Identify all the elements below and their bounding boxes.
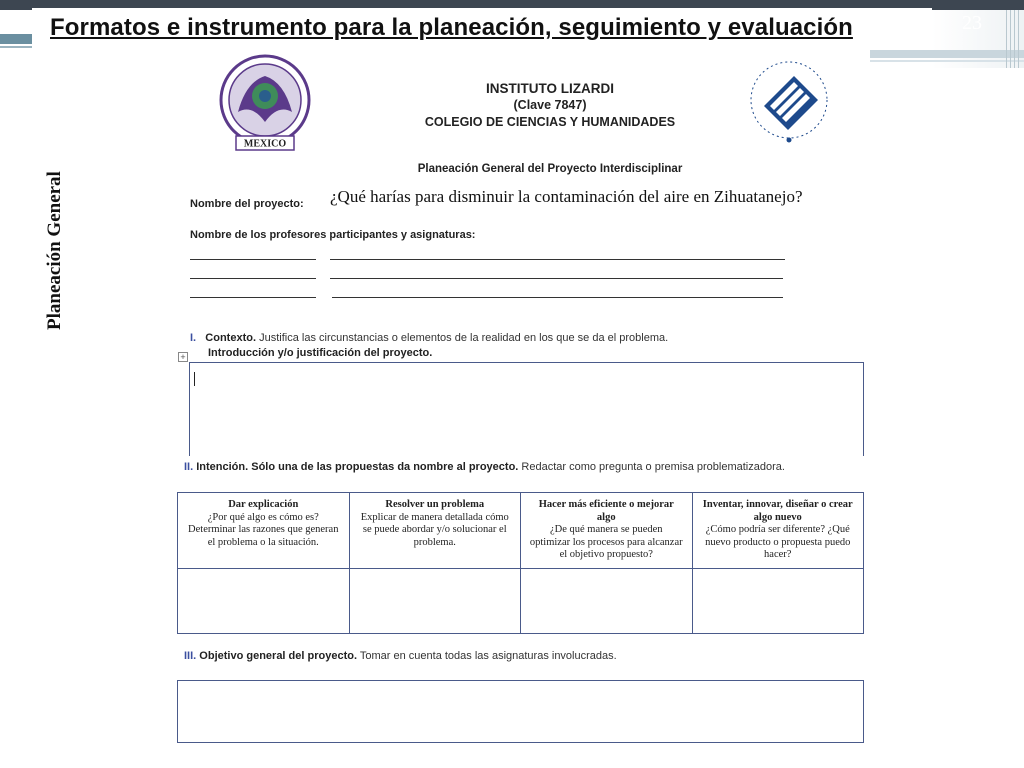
institute-name: INSTITUTO LIZARDI [486, 81, 614, 96]
institute-college: COLEGIO DE CIENCIAS Y HUMANIDADES [424, 115, 676, 129]
subject-line[interactable] [330, 259, 785, 260]
intent-body: ¿Cómo podría ser diferente? ¿Qué nuevo producto o propuesta puedo hacer? [705, 524, 851, 560]
section-text: Redactar como pregunta o premisa problematizadora. [518, 461, 785, 473]
section-text: Tomar en cuenta todas las asignaturas involucradas. [357, 650, 617, 662]
intent-body: ¿Por qué algo es cómo es? Determinar las razones que generan el problema o la situación. [188, 511, 339, 548]
institute-header [400, 80, 700, 131]
objective-textbox[interactable] [177, 680, 864, 743]
intention-table [177, 492, 864, 634]
teacher-line[interactable] [190, 259, 316, 260]
teachers-label: Nombre de los profesores participantes y asignaturas: [190, 229, 476, 241]
decorative-stripe-right-thin [868, 60, 1024, 62]
section-number: II. [184, 461, 194, 473]
section-intention [184, 461, 785, 473]
teacher-line[interactable] [190, 278, 316, 279]
page-number: 23 [962, 12, 982, 34]
section-number: I. [190, 332, 197, 344]
instituto-lizardi-logo [216, 52, 314, 156]
section-subtitle: Introducción y/o justificación del proyecto. [208, 347, 433, 359]
project-name-value[interactable]: ¿Qué harías para disminuir la contaminación del aire en Zihuatanejo? [330, 187, 803, 206]
intent-heading: Resolver un problema [385, 499, 485, 510]
intent-option[interactable] [521, 493, 693, 569]
section-number: III. [184, 650, 197, 662]
intent-option[interactable] [349, 493, 521, 569]
intent-answer-cell[interactable] [521, 569, 693, 634]
intent-heading: Hacer más eficiente o mejorar algo [538, 499, 674, 523]
intent-body: ¿De qué manera se pueden optimizar los procesos para alcanzar el objetivo propuesto? [529, 524, 683, 560]
institute-clave: (Clave 7847) [513, 98, 587, 112]
intent-answer-cell[interactable] [178, 569, 350, 634]
subject-line[interactable] [330, 278, 783, 279]
slide-title: Formatos e instrumento para la planeación, seguimiento y evaluación [50, 14, 853, 41]
context-textbox[interactable] [189, 362, 864, 456]
cch-logo [738, 54, 840, 150]
intent-heading: Dar explicación [228, 499, 299, 510]
decorative-stripe-left-thin [0, 46, 32, 48]
section-context [190, 332, 668, 344]
intent-answer-cell[interactable] [692, 569, 864, 634]
project-name-label: Nombre del proyecto: [190, 198, 304, 210]
decorative-vertical-lines [1004, 10, 1024, 68]
section-text: Justifica las circunstancias o elementos de la realidad en los que se da el problema. [256, 332, 669, 344]
plan-title: Planeación General del Proyecto Interdisciplinar [417, 163, 683, 175]
intent-heading: Inventar, innovar, diseñar o crear algo nuevo [702, 499, 853, 523]
intent-body: Explicar de manera detallada cómo se puede abordar y/o solucionar el problema. [360, 511, 509, 548]
section-objective [184, 650, 617, 662]
decorative-stripe-left [0, 34, 32, 44]
logo-left-text: MEXICO [243, 138, 287, 150]
teacher-line[interactable] [190, 297, 316, 298]
section-title: Contexto. [205, 332, 257, 344]
side-label: Planeación General [44, 171, 65, 330]
intent-option[interactable] [692, 493, 864, 569]
subject-line[interactable] [332, 297, 783, 298]
section-title: Objetivo general del proyecto. [199, 650, 358, 662]
decorative-stripe-right [868, 50, 1024, 58]
section-context-sub [208, 347, 432, 359]
intent-option[interactable] [178, 493, 350, 569]
intent-answer-cell[interactable] [349, 569, 521, 634]
expand-icon[interactable]: + [178, 352, 188, 362]
text-cursor [194, 372, 195, 386]
section-title: Intención. Sólo una de las propuestas da nombre al proyecto. [196, 461, 519, 473]
